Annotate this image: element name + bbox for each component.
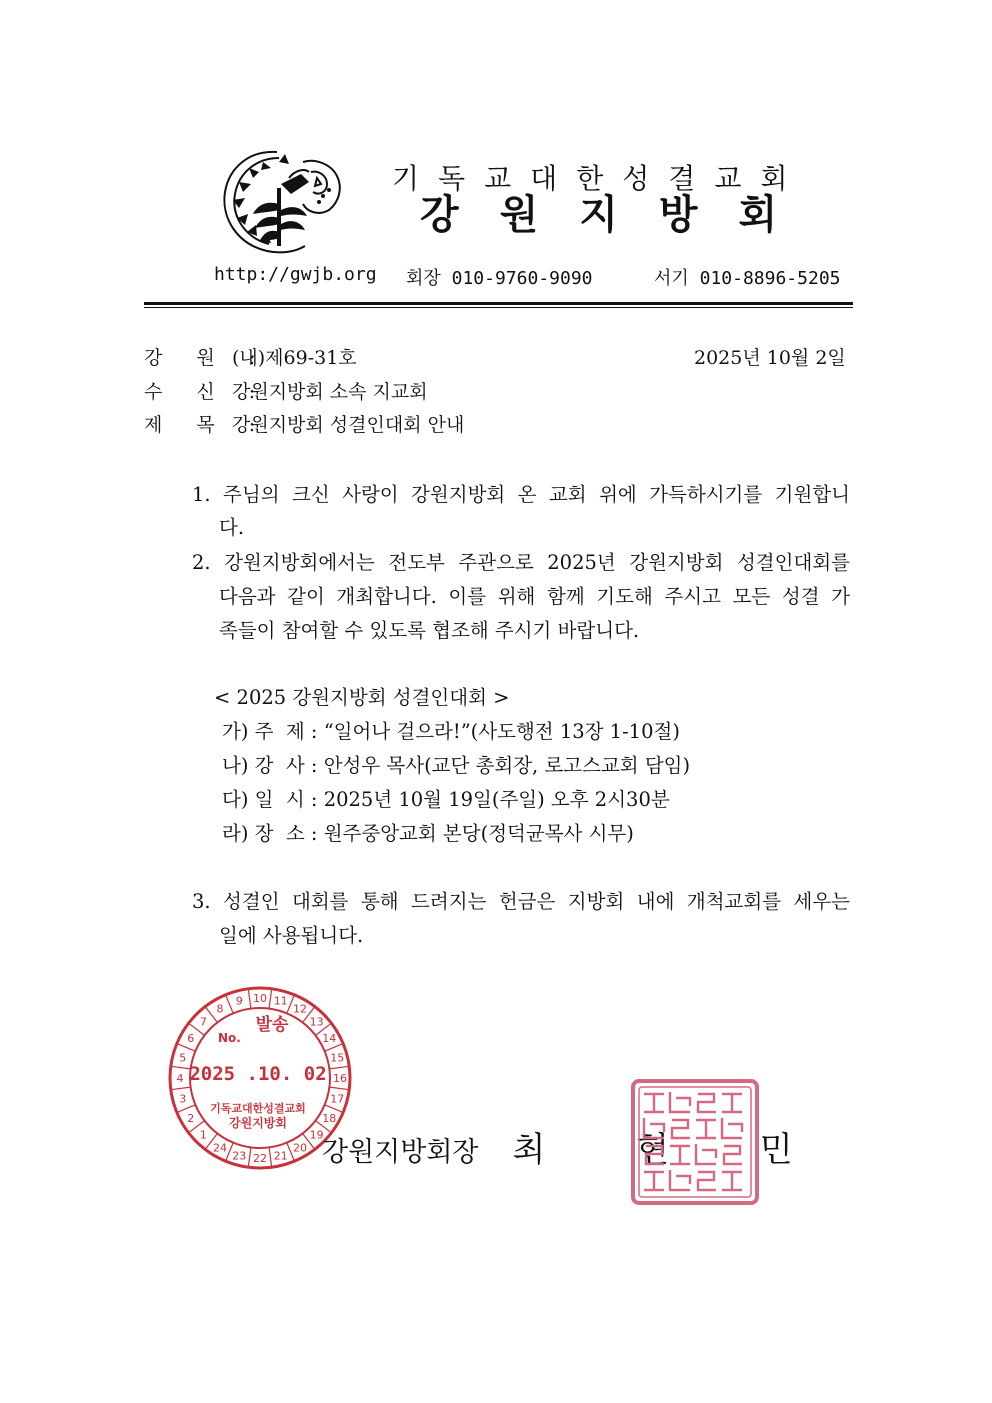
event-item-value: 2025년 10월 19일(주일) 오후 2시30분 xyxy=(323,788,670,811)
seal-glyph xyxy=(670,1146,690,1164)
event-item-label: 라) 장 소 : xyxy=(222,822,318,845)
stamp-ring-tick xyxy=(329,1087,349,1090)
stamp-ring-number: 16 xyxy=(333,1072,347,1085)
stamp-ring-tick xyxy=(171,1066,191,1069)
paragraph-1-line-1: 1. 주님의 크신 사랑이 강원지방회 온 교회 위에 가득하시기를 기원합니 xyxy=(192,483,850,506)
seal-glyph xyxy=(644,1118,664,1138)
signatory-name: 최 현 민 xyxy=(512,1130,833,1170)
header-divider-thin xyxy=(144,307,853,308)
stamp-ring-tick xyxy=(171,1087,191,1090)
seal-glyph xyxy=(670,1092,690,1112)
event-item-speaker xyxy=(222,750,690,778)
paragraph-2-line-2: 다음과 같이 개최합니다. 이를 위해 함께 기도해 주시고 모든 성결 가 xyxy=(219,585,850,608)
stamp-ring-number: 3 xyxy=(179,1092,187,1106)
stamp-ring-number: 2 xyxy=(187,1112,195,1125)
stamp-ring-tick xyxy=(248,989,251,1009)
subject-label: 제 목 : xyxy=(144,414,256,436)
seal-glyph xyxy=(644,1172,664,1190)
seal-glyph xyxy=(670,1170,690,1190)
event-item-label: 가) 주 제 : xyxy=(222,720,318,743)
seal-glyph xyxy=(672,1120,690,1138)
seal-glyph xyxy=(646,1146,664,1164)
church-emblem-logo xyxy=(219,148,345,254)
document-number-label: 강 원 : xyxy=(144,347,256,369)
event-item-theme xyxy=(222,716,680,744)
paragraph-3-line-1: 3. 성결인 대회를 통해 드려지는 헌금은 지방회 내에 개척교회를 세우는 xyxy=(192,890,850,913)
recipient-label: 수 신 : xyxy=(144,381,256,403)
secretary-contact: 서기 010-8896-5205 xyxy=(654,268,841,289)
seal-glyph xyxy=(724,1146,742,1164)
stamp-ring-number: 23 xyxy=(232,1149,247,1163)
stamp-ring-number: 18 xyxy=(322,1112,337,1125)
event-item-label: 다) 일 시 : xyxy=(222,788,318,811)
website-link[interactable]: http://gwjb.org xyxy=(214,264,377,285)
stamp-type: 발송 xyxy=(255,1015,289,1035)
stamp-ring-number: 7 xyxy=(199,1015,207,1029)
recipient: 강원지방회 소속 지교회 xyxy=(232,381,428,403)
stamp-ring-number: 5 xyxy=(179,1051,187,1065)
stamp-ring-tick xyxy=(248,1147,251,1167)
event-title: < 2025 강원지방회 성결인대회 > xyxy=(214,686,510,709)
paragraph-2-line-1: 2. 강원지방회에서는 전도부 주관으로 2025년 강원지방회 성결인대회를 xyxy=(192,551,850,574)
event-item-venue xyxy=(222,818,634,846)
stamp-ring-number: 4 xyxy=(176,1072,184,1085)
stamp-ring-tick xyxy=(269,1147,272,1167)
stamp-ring-tick xyxy=(329,1066,349,1069)
subject: 강원지방회 성결인대회 안내 xyxy=(232,414,465,436)
stamp-ring-number: 9 xyxy=(235,994,243,1008)
stamp-ring-number: 22 xyxy=(253,1152,267,1165)
stamp-ring-number: 13 xyxy=(309,1015,324,1029)
seal-glyph xyxy=(698,1172,716,1190)
stamp-department: 강원지방회 xyxy=(229,1116,287,1130)
stamp-ring-number: 17 xyxy=(330,1092,345,1106)
stamp-ring-number: 14 xyxy=(322,1032,337,1045)
event-item-datetime xyxy=(222,784,670,812)
document-number-row xyxy=(144,343,357,370)
district-name: 강원지방회 xyxy=(420,192,819,238)
seal-glyph xyxy=(696,1120,716,1138)
stamp-ring-number: 6 xyxy=(187,1032,195,1045)
header-divider-thick xyxy=(144,302,853,305)
document-date: 2025년 10월 2일 xyxy=(694,347,846,369)
stamp-ring-tick xyxy=(226,995,234,1013)
event-item-value: 원주중앙교회 본당(정덕균목사 시무) xyxy=(323,822,634,845)
event-item-label: 나) 강 사 : xyxy=(222,754,318,777)
paragraph-3-line-2: 일에 사용됩니다. xyxy=(219,924,364,947)
stamp-ring-number: 19 xyxy=(309,1128,324,1142)
recipient-row xyxy=(144,377,428,404)
stamp-ring-number: 20 xyxy=(293,1141,307,1155)
president-contact: 회장 010-9760-9090 xyxy=(406,268,593,289)
seal-glyph xyxy=(722,1094,742,1112)
stamp-ring-number: 24 xyxy=(213,1141,227,1155)
stamp-ring-number: 10 xyxy=(253,992,267,1005)
paragraph-1-line-2: 다. xyxy=(219,516,245,539)
stamp-date: 2025 .10. 02 xyxy=(189,1063,327,1085)
paragraph-2-line-3: 족들이 참여할 수 있도록 협조해 주시기 바랍니다. xyxy=(219,619,640,642)
stamp-ring-number: 1 xyxy=(199,1128,207,1142)
event-item-value: “일어나 걸으라!”(사도행전 13장 1-10절) xyxy=(323,720,680,743)
seal-glyph xyxy=(644,1094,664,1112)
stamp-ring-number: 12 xyxy=(293,1002,307,1016)
signatory-title: 강원지방회장 xyxy=(322,1137,479,1168)
stamp-ring-number: 8 xyxy=(216,1002,224,1016)
seal-glyph xyxy=(698,1094,716,1112)
stamp-number-label: No. xyxy=(218,1031,241,1045)
stamp-ring-number: 11 xyxy=(273,994,288,1008)
subject-row xyxy=(144,410,464,437)
seal-glyph xyxy=(722,1172,742,1190)
stamp-organization: 기독교대한성결교회 xyxy=(210,1102,306,1115)
official-name-seal xyxy=(630,1078,760,1206)
stamp-ring-number: 15 xyxy=(330,1051,345,1065)
event-item-value: 안성우 목사(교단 총회장, 로고스교회 담임) xyxy=(323,754,691,777)
document-number: (내)제69-31호 xyxy=(232,347,357,369)
stamp-ring-number: 21 xyxy=(273,1149,288,1163)
seal-glyph xyxy=(722,1118,742,1138)
stamp-ring-tick xyxy=(269,989,272,1009)
organization-name: 기독교대한성결교회 xyxy=(392,162,807,195)
seal-glyph xyxy=(696,1144,716,1164)
